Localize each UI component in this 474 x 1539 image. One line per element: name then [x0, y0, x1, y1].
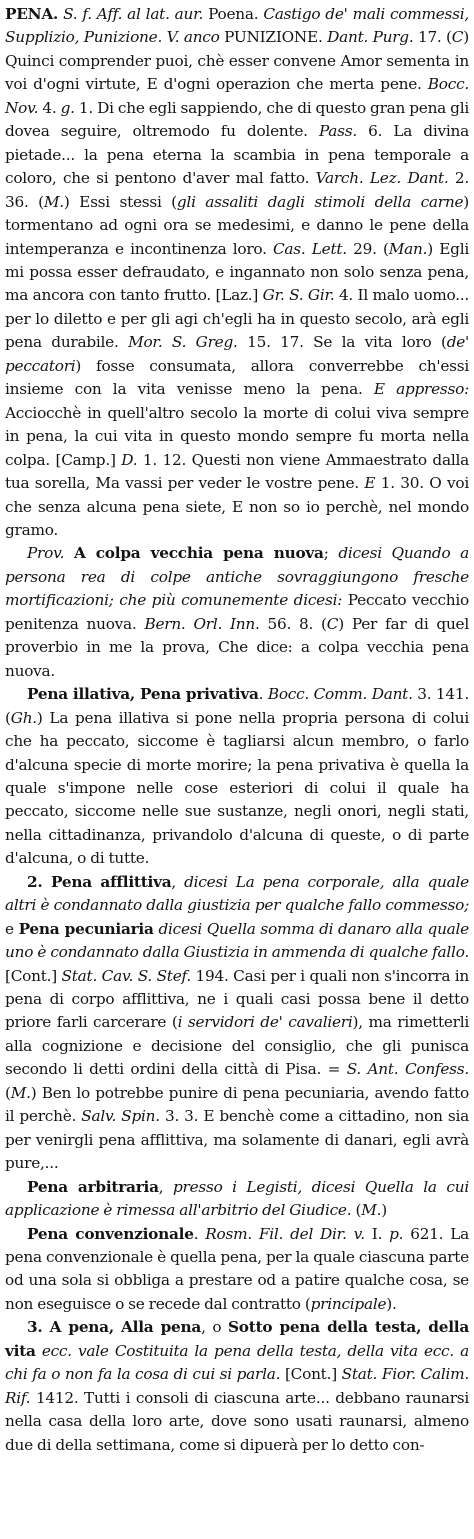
italic-text: Stat. Fior. Calim. Rif.	[5, 1365, 469, 1407]
italic-text: principale	[310, 1294, 387, 1313]
text-run: 1. Di che egli sappiendo, che di questo gran pena gli dovea seguire, oltremodo fu dolente.	[5, 98, 469, 141]
text-run: 3. 141. (	[5, 685, 469, 727]
italic-text: Varch. Lez. Dant.	[315, 169, 449, 188]
text-run: ;	[323, 544, 339, 563]
italic-text: Castigo de' mali commessi, Supplizio, Punizione. V. anco	[5, 5, 469, 47]
text-run: .	[193, 1224, 206, 1243]
text-run: 29. (	[346, 239, 389, 258]
italic-text: M.	[10, 1083, 31, 1102]
italic-text: Gr. S. Gir.	[262, 286, 335, 305]
italic-text: dicesi La pena corporale, alla quale altri è condannato dalla giustizia per qualche fallo commesso;	[5, 872, 469, 915]
text-run: Poena.	[203, 5, 264, 23]
text-run: 1. 12. Questi non viene Ammaestrato dalla tua sorella, Ma vassi per veder le vostre pene.	[5, 450, 469, 493]
italic-text: D.	[121, 450, 138, 469]
bold-term: Pena arbitraria	[27, 1177, 159, 1196]
italic-text: presso i Legisti, dicesi Quella la cui applicazione è rimessa all'arbitrio del Giudice.	[5, 1177, 469, 1220]
text-run: 17. (	[413, 28, 452, 47]
bold-term: Sotto pena della testa, della vita	[5, 1318, 469, 1360]
text-run: e	[5, 919, 19, 938]
italic-text: C	[451, 28, 464, 47]
text-run	[64, 544, 74, 562]
sense-pena-arbitraria	[5, 1176, 469, 1223]
text-run: I.	[364, 1224, 390, 1243]
entry-definition-paragraph	[5, 3, 469, 542]
text-run: ).	[386, 1294, 397, 1313]
text-run: 1. 30. O voi che senza alcuna pena siete, E non so io perchè, nel mondo gramo.	[5, 474, 470, 539]
italic-text: dicesi Quando a persona rea di colpe antiche sovraggiungono fresche mortificazioni; che più comunemente dicesi:	[5, 544, 469, 610]
text-run: ,	[171, 872, 185, 891]
text-run: [Cont.]	[280, 1365, 342, 1384]
text-run: 4.	[38, 98, 61, 117]
text-run: 194. Casi per i quali non s'incorra in pena di corpo afflittiva, ne i quali casi possa bene il detto priore farli carcerare (	[5, 966, 470, 1032]
text-run: (	[351, 1201, 362, 1220]
italic-text: Bern. Orl. Inn.	[144, 614, 260, 633]
italic-text: E appresso:	[373, 380, 469, 399]
italic-text: p.	[389, 1224, 404, 1243]
italic-text: Rosm. Fil. del Dir. v.	[205, 1224, 365, 1243]
text-run: 3. 3. E benchè come a cittadino, non sia per venirgli pena afflittiva, ma solamente di danari, egli avrà pure,...	[5, 1107, 469, 1173]
text-run: 56. 8. (	[259, 614, 327, 633]
italic-text: C	[326, 614, 339, 633]
italic-text: Bocc. Comm. Dant.	[267, 685, 413, 704]
italic-text: E	[364, 474, 376, 493]
italic-text: de' peccatori	[5, 333, 469, 375]
italic-text: Salv. Spin.	[81, 1107, 160, 1126]
proverb-paragraph	[5, 542, 469, 683]
text-run: 621. La pena convenzionale è quella pena, per la quale ciascuna parte od una sola si obbliga a prestare od a patire qualche cosa, se non eseguisce o se recede dal contratto (	[5, 1224, 470, 1313]
text-run: 1412. Tutti i consoli di ciascuna arte... debbano raunarsi nella casa della loro arte, dove sono usati raunarsi, almeno due di della settimana, come si dipuerà per lo detto con-	[5, 1388, 469, 1454]
text-run: 6. La divina pietade... la pena eterna la scambia in pena temporale a coloro, che si pentono d'aver mal fatto.	[5, 122, 469, 188]
text-run: )	[381, 1201, 387, 1220]
bold-term: Pena convenzionale	[27, 1224, 194, 1243]
text-run: , o	[201, 1318, 228, 1337]
italic-text: M.	[361, 1201, 382, 1220]
text-run: (	[5, 1083, 11, 1102]
bold-term: 3. A pena, Alla pena	[27, 1318, 202, 1337]
italic-text: dicesi Quella somma di danaro alla quale uno è condannato dalla Giustizia in ammenda di qualche fallo.	[5, 919, 469, 962]
sense-2-pena-afflittiva	[5, 871, 469, 1176]
italic-text: Man.	[388, 239, 428, 258]
headword: PENA.	[5, 5, 59, 23]
italic-text: ecc. vale Costituita la pena della testa, della vita ecc. a chi fa o non fa la cosa di cui si parla.	[5, 1341, 469, 1384]
text-run: PUNIZIONE.	[219, 28, 328, 47]
sense-3-a-pena	[5, 1316, 469, 1457]
text-run: ), ma rimetterli alla cognizione e decisione del consiglio, che gli punisca secondo li detti ordini della città di Pisa. =	[5, 1013, 469, 1079]
bold-term: Pena pecuniaria	[18, 919, 154, 938]
text-run: ) tormentano ad ogni ora se medesimi, e danno le pene della intemperanza e incontinenza loro.	[5, 192, 469, 258]
text-run: ) La pena illativa si pone nella propria persona di colui che ha peccato, siccome è tagliarsi alcun membro, o farlo d'alcuna specie di morte morire; la pena privativa è quella la quale s'impone nelle cose esteriori di colui il quale ha peccato, siccome nelle sue sustanze, negli onori, negli stati, nella cittadinanza, privandolo d'alcuna di queste, o di parte d'alcuna, o di tutte.	[5, 708, 469, 868]
text-run: Acciocchè in quell'altro secolo la morte di colui viva sempre in pena, la cui vita in questo mondo sempre fu morta nella colpa. [Camp.]	[5, 403, 469, 469]
italic-text: Dant. Purg.	[327, 28, 414, 47]
text-run: ) Per far di quel proverbio in me la prova, Che dice: a colpa vecchia pena nuova.	[5, 614, 469, 680]
sense-pena-convenzionale	[5, 1223, 469, 1317]
italic-text: Cas. Lett.	[272, 239, 347, 258]
text-run: ) Ben lo potrebbe punire di pena pecuniaria, avendo fatto il perchè.	[5, 1083, 469, 1126]
italic-text: Stat. Cav. S. Stef.	[61, 966, 191, 985]
italic-text: Gh.	[10, 708, 37, 727]
italic-text: gli assaliti dagli stimoli della carne	[176, 192, 464, 211]
text-run: .	[258, 685, 268, 704]
text-run: Peccato vecchio penitenza nuova.	[5, 591, 469, 633]
italic-text: S. f. Aff. al lat. aur.	[63, 5, 204, 23]
text-run: 15. 17. Se la vita loro (	[237, 333, 447, 352]
text-run: ) Quinci comprender puoi, chè esser convene Amor sementa in voi d'ogni virtute, E d'ogni operazion che merta pene.	[5, 28, 469, 94]
sense-pena-illativa	[5, 683, 469, 871]
text-run: 4. Il malo uomo... per lo diletto e per gli agi ch'egli ha in questo secolo, arà egli pena durabile.	[5, 286, 469, 352]
italic-text: g.	[60, 98, 75, 117]
italic-text: i servidori de' cavalieri	[177, 1013, 353, 1032]
text-run: [Cont.]	[5, 966, 62, 985]
bold-term: A colpa vecchia pena nuova	[73, 544, 324, 563]
italic-text: Prov.	[27, 544, 65, 563]
text-run: ) Egli mi possa esser defraudato, e ingannato non solo senza pena, ma ancora con tanto frutto. [Laz.]	[5, 239, 469, 305]
italic-text: S. Ant. Confess.	[346, 1060, 469, 1079]
text-run: ) fosse consumata, allora converrebbe ch'essi insieme con la vita venisse meno la pena.	[5, 356, 469, 399]
text-run: 2. 36. (	[5, 169, 469, 211]
bold-term: Pena illativa, Pena privativa	[27, 685, 259, 704]
text-run: ,	[158, 1177, 173, 1196]
text-run: ) Essi stessi (	[63, 192, 177, 211]
italic-text: M.	[43, 192, 64, 211]
italic-text: Mor. S. Greg.	[128, 333, 238, 352]
bold-term: 2. Pena afflittiva	[27, 872, 172, 891]
italic-text: Bocc. Nov.	[5, 75, 469, 117]
italic-text: Pass.	[318, 122, 357, 141]
